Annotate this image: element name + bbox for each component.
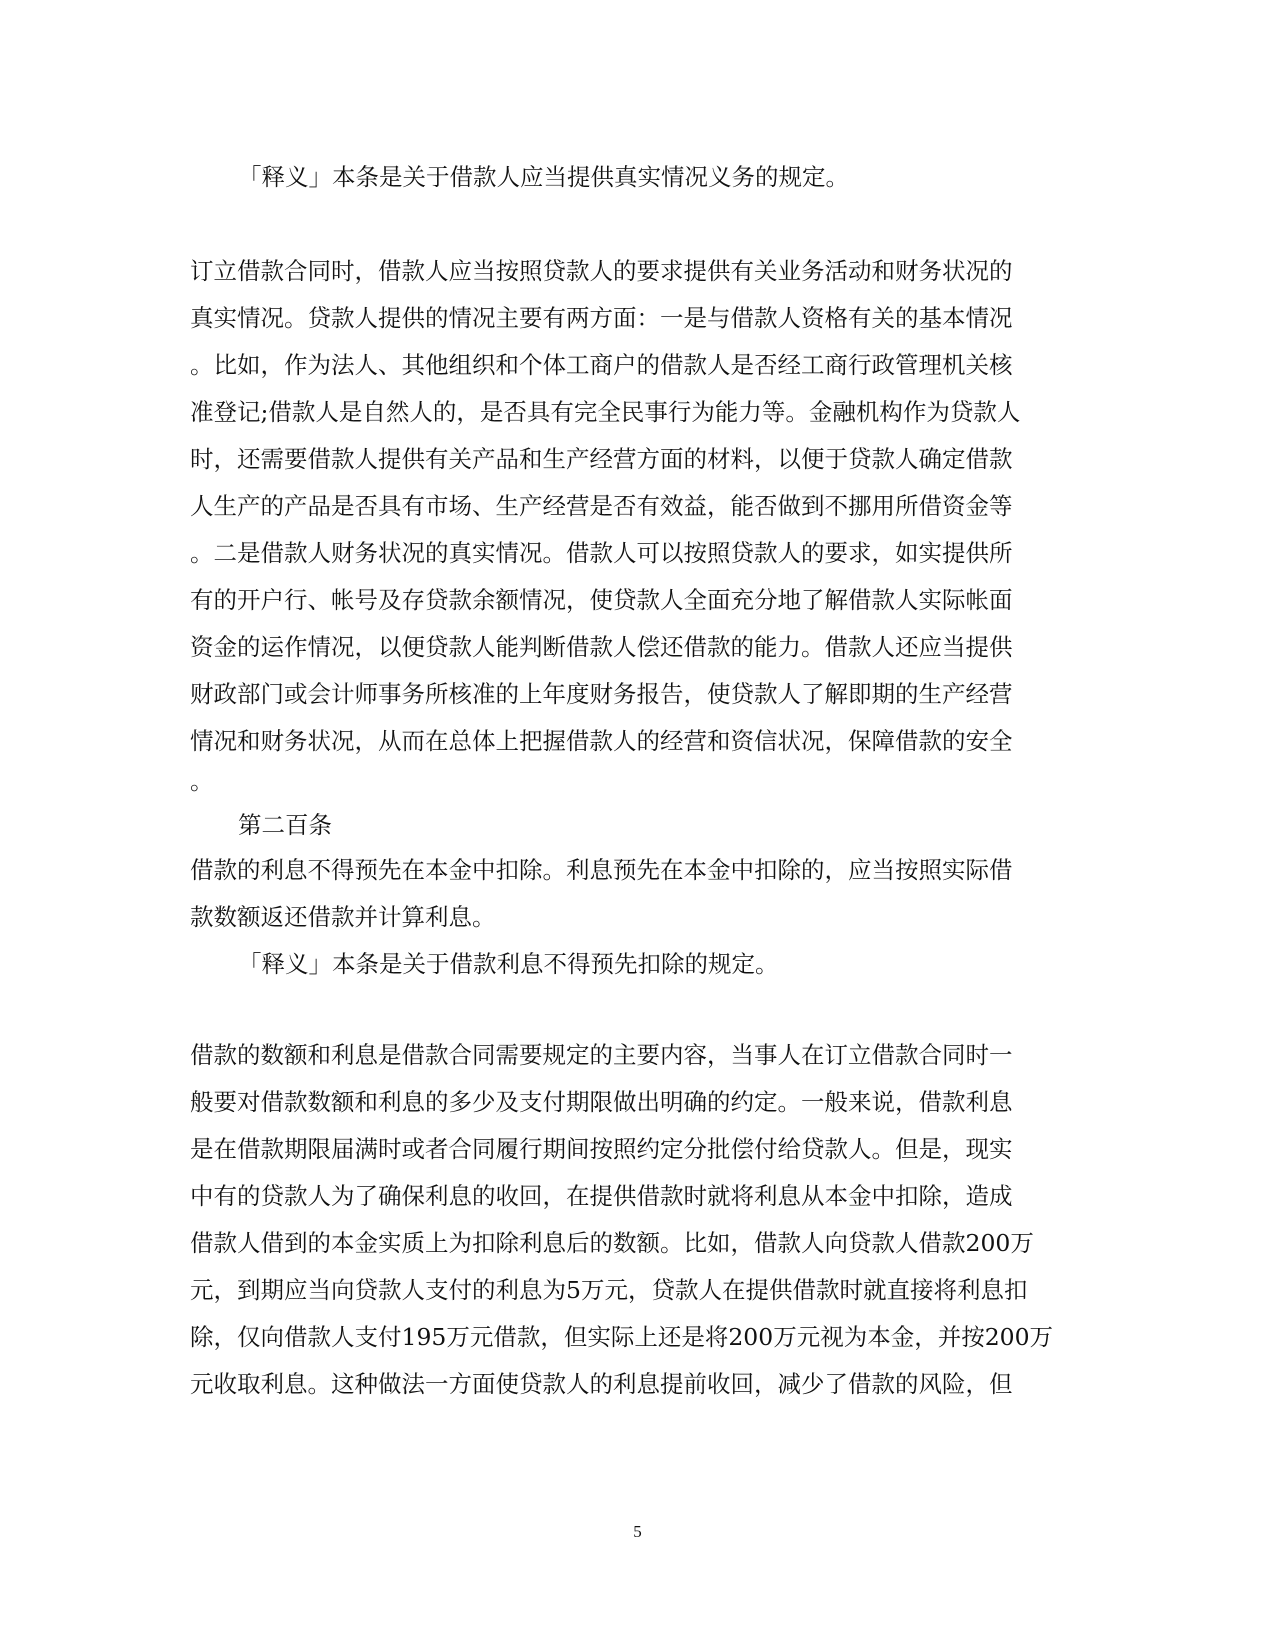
- article-text-line: 借款的利息不得预先在本金中扣除。利息预先在本金中扣除的，应当按照实际借: [190, 856, 1013, 884]
- page-number: 5: [633, 1522, 642, 1541]
- body-line: 情况和财务状况，从而在总体上把握借款人的经营和资信状况，保障借款的安全: [190, 727, 1013, 755]
- definition-paragraph-1: 「释义」本条是关于借款人应当提供真实情况义务的规定。: [238, 163, 849, 191]
- body-line: 中有的贷款人为了确保利息的收回，在提供借款时就将利息从本金中扣除，造成: [190, 1182, 1013, 1210]
- body-line: 是在借款期限届满时或者合同履行期间按照约定分批偿付给贷款人。但是，现实: [190, 1135, 1013, 1163]
- body-line: 借款人借到的本金实质上为扣除利息后的数额。比如，借款人向贷款人借款200万: [190, 1229, 1034, 1257]
- body-line: 财政部门或会计师事务所核准的上年度财务报告，使贷款人了解即期的生产经营: [190, 680, 1013, 708]
- article-heading: 第二百条: [238, 811, 332, 839]
- body-line: 借款的数额和利息是借款合同需要规定的主要内容，当事人在订立借款合同时一: [190, 1041, 1013, 1069]
- body-line: 。比如，作为法人、其他组织和个体工商户的借款人是否经工商行政管理机关核: [190, 351, 1013, 379]
- body-line: 资金的运作情况，以便贷款人能判断借款人偿还借款的能力。借款人还应当提供: [190, 633, 1013, 661]
- body-line: 。: [190, 767, 214, 795]
- body-line: 人生产的产品是否具有市场、生产经营是否有效益，能否做到不挪用所借资金等: [190, 492, 1013, 520]
- body-line: 般要对借款数额和利息的多少及支付期限做出明确的约定。一般来说，借款利息: [190, 1088, 1013, 1116]
- body-line: 元收取利息。这种做法一方面使贷款人的利息提前收回，减少了借款的风险，但: [190, 1370, 1013, 1398]
- body-line: 有的开户行、帐号及存贷款余额情况，使贷款人全面充分地了解借款人实际帐面: [190, 586, 1013, 614]
- body-line: 除，仅向借款人支付195万元借款，但实际上还是将200万元视为本金，并按200万: [190, 1323, 1054, 1351]
- definition-paragraph-2: 「释义」本条是关于借款利息不得预先扣除的规定。: [238, 950, 779, 978]
- body-line: 。二是借款人财务状况的真实情况。借款人可以按照贷款人的要求，如实提供所: [190, 539, 1013, 567]
- article-text-line: 款数额返还借款并计算利息。: [190, 903, 496, 931]
- body-line: 元，到期应当向贷款人支付的利息为5万元，贷款人在提供借款时就直接将利息扣: [190, 1276, 1028, 1304]
- body-line: 真实情况。贷款人提供的情况主要有两方面：一是与借款人资格有关的基本情况: [190, 304, 1013, 332]
- body-line: 准登记;借款人是自然人的，是否具有完全民事行为能力等。金融机构作为贷款人: [190, 398, 1021, 426]
- body-line: 订立借款合同时，借款人应当按照贷款人的要求提供有关业务活动和财务状况的: [190, 257, 1013, 285]
- body-line: 时，还需要借款人提供有关产品和生产经营方面的材料，以便于贷款人确定借款: [190, 445, 1013, 473]
